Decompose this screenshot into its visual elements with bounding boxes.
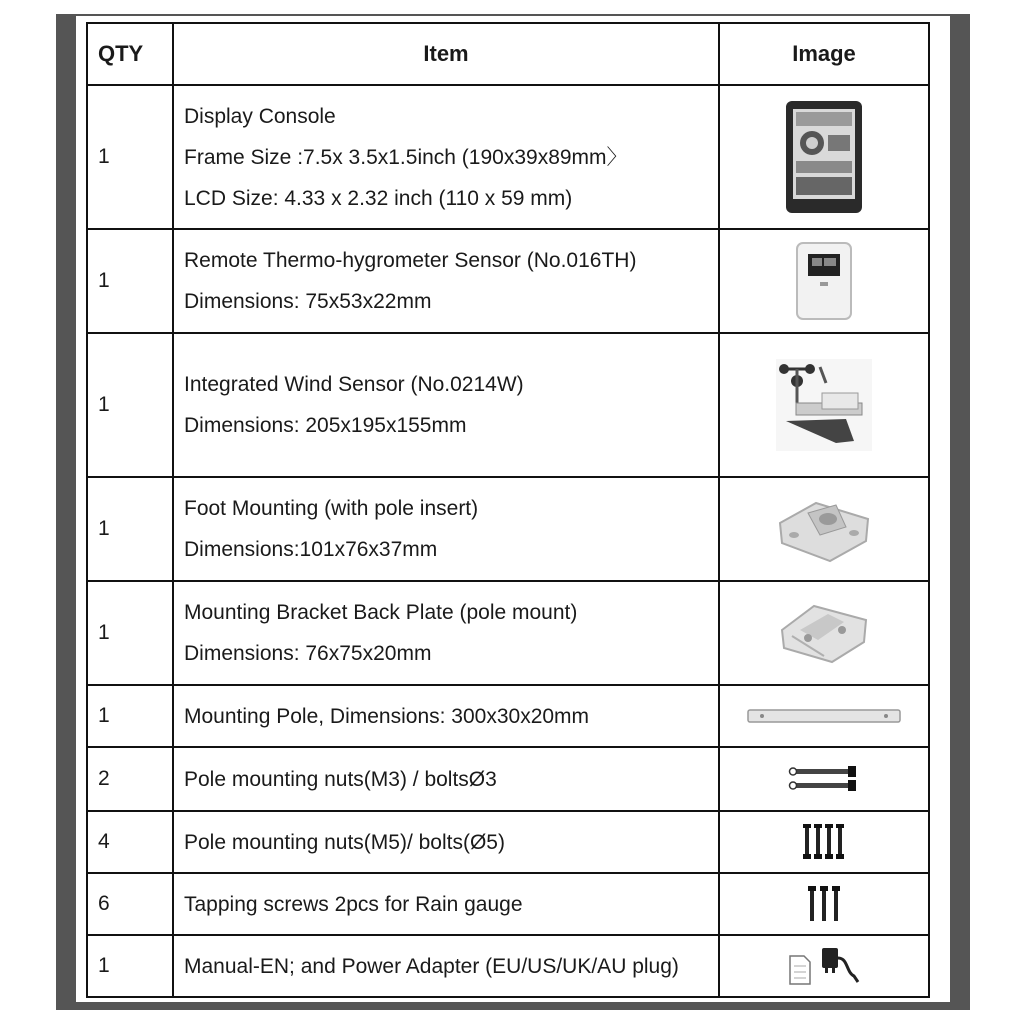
item-line: Dimensions: 205x195x155mm	[184, 414, 467, 437]
item-line: Mounting Bracket Back Plate (pole mount)	[184, 601, 578, 624]
table-row	[87, 477, 929, 581]
back-plate-icon	[778, 600, 870, 666]
image-cell	[719, 85, 929, 229]
item-cell	[173, 747, 719, 811]
item-cell	[173, 229, 719, 333]
item-cell	[173, 333, 719, 477]
item-line: Mounting Pole, Dimensions: 300x30x20mm	[184, 704, 590, 728]
item-header: Item	[173, 23, 719, 85]
thermo-hygrometer-icon	[794, 240, 854, 322]
image-cell	[719, 477, 929, 581]
wind-sensor-icon	[776, 359, 872, 451]
table-row	[87, 333, 929, 477]
image-cell	[719, 935, 929, 997]
tapping-screws-icon	[806, 884, 842, 924]
image-cell	[719, 685, 929, 747]
image-cell	[719, 229, 929, 333]
table-row	[87, 685, 929, 747]
table-row	[87, 229, 929, 333]
item-line: Frame Size :7.5x 3.5x1.5inch (190x39x89mm〉	[184, 145, 628, 169]
table-row	[87, 581, 929, 685]
qty-cell: 1	[87, 477, 173, 581]
item-cell	[173, 685, 719, 747]
table-row	[87, 85, 929, 229]
item-line: Pole mounting nuts(M5)/ bolts(Ø5)	[184, 830, 505, 854]
item-line: Pole mounting nuts(M3) / boltsØ3	[184, 767, 497, 791]
table-row	[87, 935, 929, 997]
table-row	[87, 747, 929, 811]
image-cell	[719, 747, 929, 811]
image-header: Image	[719, 23, 929, 85]
table-row	[87, 811, 929, 873]
qty-cell: 1	[87, 85, 173, 229]
item-line: Dimensions: 76x75x20mm	[184, 642, 432, 665]
qty-cell: 2	[87, 747, 173, 811]
table-header-row	[87, 23, 929, 85]
qty-cell: 1	[87, 935, 173, 997]
item-line: Dimensions:101x76x37mm	[184, 538, 438, 561]
item-cell	[173, 85, 719, 229]
image-cell	[719, 333, 929, 477]
item-line: Integrated Wind Sensor (No.0214W)	[184, 373, 524, 396]
item-cell	[173, 477, 719, 581]
item-line: Display Console	[184, 104, 336, 128]
qty-cell: 6	[87, 873, 173, 935]
table-row	[87, 873, 929, 935]
foot-mounting-icon	[776, 493, 872, 565]
qty-cell: 1	[87, 229, 173, 333]
item-line: Dimensions: 75x53x22mm	[184, 290, 432, 313]
item-line: Foot Mounting (with pole insert)	[184, 497, 479, 520]
image-cell	[719, 581, 929, 685]
item-cell	[173, 935, 719, 997]
image-cell	[719, 873, 929, 935]
qty-header: QTY	[87, 23, 173, 85]
manual-adapter-icon	[786, 946, 862, 986]
item-line: Tapping screws 2pcs for Rain gauge	[184, 892, 523, 916]
item-line: Manual-EN; and Power Adapter (EU/US/UK/AU plug)	[184, 954, 679, 978]
qty-cell: 1	[87, 333, 173, 477]
item-cell	[173, 811, 719, 873]
item-line: LCD Size: 4.33 x 2.32 inch (110 x 59 mm)	[184, 186, 573, 210]
item-cell	[173, 581, 719, 685]
m3-bolts-icon	[788, 764, 860, 794]
qty-cell: 1	[87, 685, 173, 747]
qty-cell: 4	[87, 811, 173, 873]
item-cell	[173, 873, 719, 935]
display-console-icon	[784, 99, 864, 215]
item-line: Remote Thermo-hygrometer Sensor (No.016TH)	[184, 249, 637, 272]
package-contents-table	[86, 22, 930, 998]
image-cell	[719, 811, 929, 873]
m5-bolts-icon	[801, 822, 847, 862]
qty-cell: 1	[87, 581, 173, 685]
mounting-pole-icon	[746, 705, 902, 727]
